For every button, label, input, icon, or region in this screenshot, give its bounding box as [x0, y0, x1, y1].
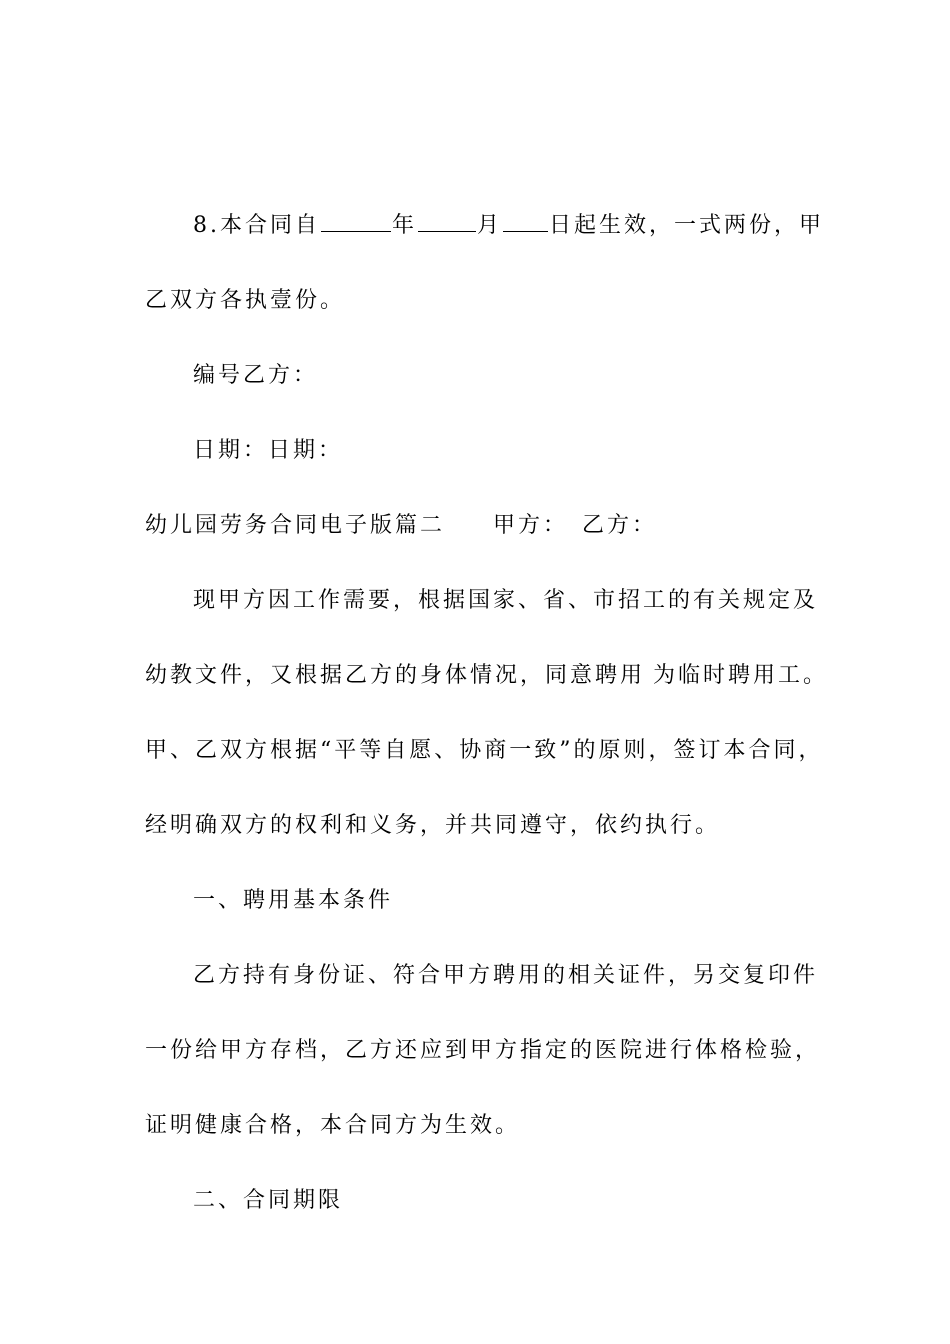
- clause-8-line: [193, 211, 873, 241]
- conditions-line-2: 一份给甲方存档，乙方还应到甲方指定的医院进行体格检验，: [145, 1038, 821, 1063]
- intro-line-2b: 为临时聘用工。: [653, 663, 829, 688]
- heading-1: 一、聘用基本条件: [193, 888, 394, 913]
- conditions-line-1: 乙方持有身份证、符合甲方聘用的相关证件，另交复印件: [193, 963, 819, 988]
- heading-2: 二、合同期限: [193, 1188, 344, 1213]
- intro-line-2a: 幼教文件，又根据乙方的身体情况，同意聘用: [145, 663, 646, 688]
- intro-line-4: 经明确双方的权利和义务，并共同遵守，依约执行。: [145, 813, 721, 838]
- year-label: 年: [392, 213, 418, 238]
- section-title-line: [145, 511, 825, 541]
- conditions-line-3: 证明健康合格，本合同方为生效。: [145, 1113, 521, 1138]
- day-blank: [503, 211, 548, 232]
- number-party-b: 编号乙方：: [193, 363, 319, 388]
- dates-line: 日期：日期：: [193, 438, 344, 463]
- intro-line-3: 甲、乙双方根据“平等自愿、协商一致”的原则，签订本合同，: [145, 738, 824, 763]
- month-blank: [418, 211, 476, 232]
- clause-8-continuation: 乙双方各执壹份。: [145, 288, 346, 313]
- clause-8-prefix: 8.本合同自: [193, 213, 320, 238]
- intro-line-2: [145, 661, 829, 691]
- intro-line-1: 现甲方因工作需要，根据国家、省、市招工的有关规定及: [193, 588, 819, 613]
- month-label: 月: [477, 213, 503, 238]
- party-a-label: 甲方：: [493, 513, 569, 538]
- year-blank: [321, 211, 391, 232]
- clause-8-suffix: 日起生效，一式两份，甲: [549, 213, 825, 238]
- section-title: 幼儿园劳务合同电子版篇二: [145, 513, 446, 538]
- party-b-label: 乙方：: [582, 513, 658, 538]
